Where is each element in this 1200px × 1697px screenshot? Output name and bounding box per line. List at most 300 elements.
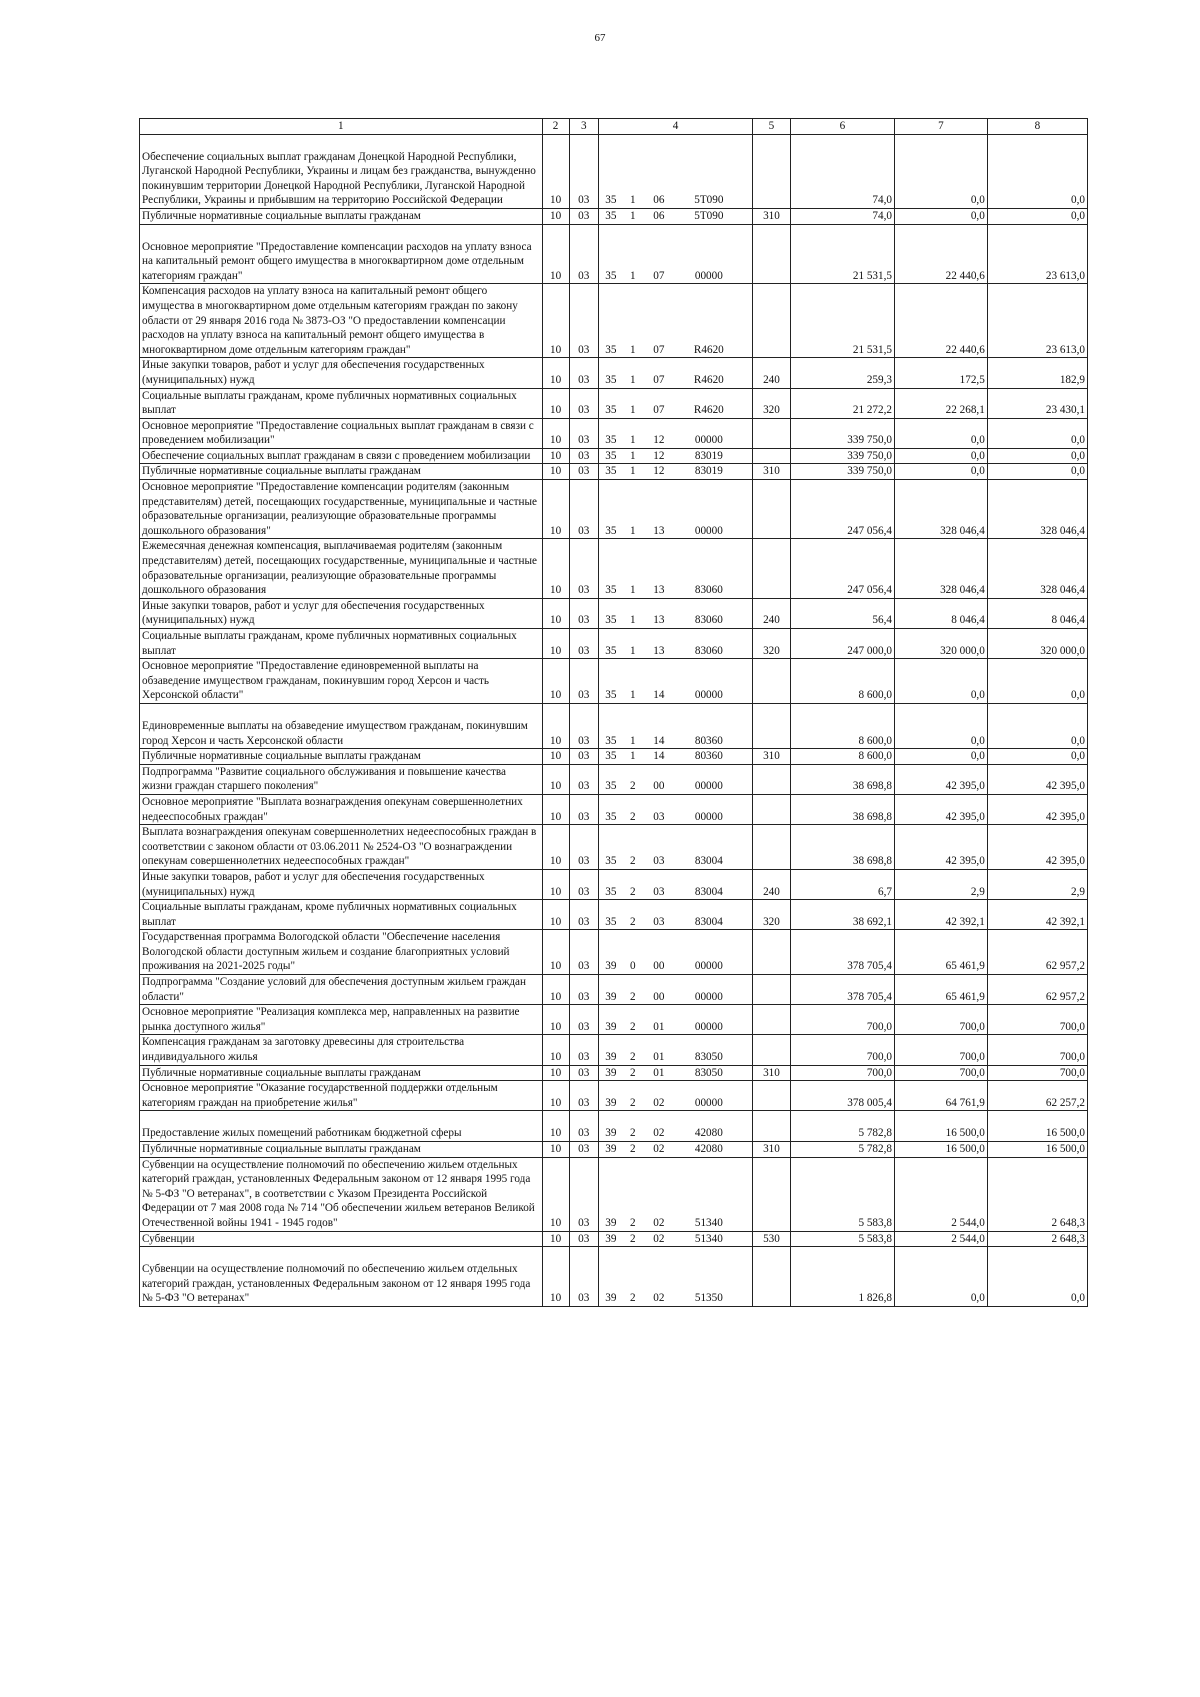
expense-type xyxy=(753,975,791,1005)
code-subsection: 03 xyxy=(569,464,598,480)
code-target-article xyxy=(598,208,752,224)
amount-col7: 16 500,0 xyxy=(895,1111,988,1142)
subprogram-code: 1 xyxy=(630,750,636,763)
amount-col8: 0,0 xyxy=(987,448,1087,464)
amount-col7: 16 500,0 xyxy=(895,1142,988,1158)
table-row xyxy=(140,825,1088,870)
code-target-article xyxy=(598,1247,752,1307)
amount-col8: 0,0 xyxy=(987,464,1087,480)
expense-type xyxy=(753,1247,791,1307)
table-row xyxy=(140,1065,1088,1081)
direction-code: 00000 xyxy=(694,990,723,1003)
code-target-article xyxy=(598,539,752,598)
amount-col8: 42 395,0 xyxy=(987,764,1087,794)
table-row xyxy=(140,869,1088,899)
code-subsection: 03 xyxy=(569,659,598,704)
activity-code: 00 xyxy=(653,960,665,973)
amount-col7: 42 395,0 xyxy=(895,794,988,824)
program-code: 35 xyxy=(605,915,617,928)
row-name: Субвенции xyxy=(140,1231,543,1247)
table-row xyxy=(140,464,1088,480)
amount-col7: 0,0 xyxy=(895,418,988,448)
program-code: 35 xyxy=(605,780,617,793)
code-section: 10 xyxy=(542,1231,569,1247)
expense-type xyxy=(753,1081,791,1111)
row-name: Публичные нормативные социальные выплаты гражданам xyxy=(140,1142,543,1158)
table-row xyxy=(140,208,1088,224)
col-header: 2 xyxy=(542,119,569,135)
expense-type: 310 xyxy=(753,208,791,224)
amount-col7: 328 046,4 xyxy=(895,539,988,598)
amount-col7: 2,9 xyxy=(895,869,988,899)
program-code: 35 xyxy=(605,689,617,702)
activity-code: 07 xyxy=(653,269,665,282)
activity-code: 02 xyxy=(653,1096,665,1109)
row-name: Обеспечение социальных выплат гражданам в связи с проведением мобилизации xyxy=(140,448,543,464)
activity-code: 03 xyxy=(653,810,665,823)
code-subsection: 03 xyxy=(569,1111,598,1142)
direction-code: 83004 xyxy=(694,885,723,898)
direction-code: 00000 xyxy=(694,524,723,537)
expense-type xyxy=(753,703,791,748)
amount-col6: 38 692,1 xyxy=(790,900,894,930)
program-code: 39 xyxy=(605,1232,617,1245)
code-target-article xyxy=(598,1231,752,1247)
subprogram-code: 2 xyxy=(630,990,636,1003)
activity-code: 03 xyxy=(653,915,665,928)
row-name: Ежемесячная денежная компенсация, выплачиваемая родителям (законным представителям) детей, посещающих государственные, муниципальные и частные образовательные организации, реализующие образовательные программы дошкольного образования xyxy=(140,539,543,598)
code-section: 10 xyxy=(542,418,569,448)
subprogram-code: 1 xyxy=(630,734,636,747)
code-subsection: 03 xyxy=(569,539,598,598)
direction-code: 00000 xyxy=(694,810,723,823)
amount-col6: 5 583,8 xyxy=(790,1231,894,1247)
code-section: 10 xyxy=(542,930,569,975)
subprogram-code: 1 xyxy=(630,343,636,356)
code-subsection: 03 xyxy=(569,749,598,765)
table-row xyxy=(140,764,1088,794)
subprogram-code: 1 xyxy=(630,209,636,222)
amount-col6: 378 705,4 xyxy=(790,975,894,1005)
direction-code: 00000 xyxy=(694,269,723,282)
code-subsection: 03 xyxy=(569,358,598,388)
code-section: 10 xyxy=(542,134,569,208)
amount-col6: 378 005,4 xyxy=(790,1081,894,1111)
code-target-article xyxy=(598,1005,752,1035)
col-header: 6 xyxy=(790,119,894,135)
code-section: 10 xyxy=(542,598,569,628)
activity-code: 00 xyxy=(653,990,665,1003)
program-code: 35 xyxy=(605,810,617,823)
direction-code: 83050 xyxy=(694,1066,723,1079)
program-code: 39 xyxy=(605,1216,617,1229)
program-code: 35 xyxy=(605,269,617,282)
code-section: 10 xyxy=(542,794,569,824)
code-target-article xyxy=(598,1035,752,1065)
row-name: Подпрограмма "Развитие социального обслуживания и повышение качества жизни граждан старшего поколения" xyxy=(140,764,543,794)
budget-table xyxy=(139,118,1088,1307)
direction-code: 00000 xyxy=(694,689,723,702)
amount-col8: 2 648,3 xyxy=(987,1231,1087,1247)
table-row xyxy=(140,284,1088,358)
amount-col7: 0,0 xyxy=(895,208,988,224)
table-row xyxy=(140,598,1088,628)
row-name: Социальные выплаты гражданам, кроме публичных нормативных социальных выплат xyxy=(140,629,543,659)
code-subsection: 03 xyxy=(569,1231,598,1247)
amount-col8: 0,0 xyxy=(987,749,1087,765)
expense-type: 310 xyxy=(753,1065,791,1081)
subprogram-code: 1 xyxy=(630,584,636,597)
amount-col7: 700,0 xyxy=(895,1065,988,1081)
table-row xyxy=(140,134,1088,208)
program-code: 35 xyxy=(605,194,617,207)
code-target-article xyxy=(598,749,752,765)
expense-type: 320 xyxy=(753,900,791,930)
amount-col6: 339 750,0 xyxy=(790,464,894,480)
program-code: 35 xyxy=(605,885,617,898)
amount-col8: 328 046,4 xyxy=(987,480,1087,539)
row-name: Социальные выплаты гражданам, кроме публичных нормативных социальных выплат xyxy=(140,388,543,418)
amount-col7: 0,0 xyxy=(895,464,988,480)
amount-col6: 5 782,8 xyxy=(790,1142,894,1158)
col-header: 1 xyxy=(140,119,543,135)
row-name: Иные закупки товаров, работ и услуг для обеспечения государственных (муниципальных) нужд xyxy=(140,358,543,388)
amount-col7: 42 395,0 xyxy=(895,764,988,794)
subprogram-code: 2 xyxy=(630,810,636,823)
amount-col6: 700,0 xyxy=(790,1005,894,1035)
amount-col8: 16 500,0 xyxy=(987,1111,1087,1142)
table-row xyxy=(140,900,1088,930)
amount-col6: 21 272,2 xyxy=(790,388,894,418)
code-target-article xyxy=(598,358,752,388)
amount-col6: 38 698,8 xyxy=(790,764,894,794)
row-name: Основное мероприятие "Предоставление единовременной выплаты на обзаведение имуществом гражданам, покинувшим город Херсон и часть Херсонской области" xyxy=(140,659,543,704)
expense-type xyxy=(753,448,791,464)
program-code: 39 xyxy=(605,1066,617,1079)
expense-type xyxy=(753,1157,791,1231)
col-header: 4 xyxy=(598,119,752,135)
code-target-article xyxy=(598,825,752,870)
expense-type xyxy=(753,134,791,208)
amount-col8: 42 395,0 xyxy=(987,825,1087,870)
subprogram-code: 1 xyxy=(630,524,636,537)
amount-col8: 16 500,0 xyxy=(987,1142,1087,1158)
amount-col6: 74,0 xyxy=(790,208,894,224)
activity-code: 01 xyxy=(653,1020,665,1033)
code-subsection: 03 xyxy=(569,598,598,628)
col-header: 8 xyxy=(987,119,1087,135)
activity-code: 12 xyxy=(653,465,665,478)
activity-code: 03 xyxy=(653,855,665,868)
expense-type xyxy=(753,1111,791,1142)
row-name: Компенсация расходов на уплату взноса на капитальный ремонт общего имущества в многоквартирном доме отдельным категориям граждан по закону области от 29 января 2016 года № 3873-ОЗ "О предоставлении компенсации расходов на уплату взноса на капитальный ремонт общего имущества в многоквартирном доме отдельным категориям граждан" xyxy=(140,284,543,358)
row-name: Публичные нормативные социальные выплаты гражданам xyxy=(140,749,543,765)
program-code: 39 xyxy=(605,1143,617,1155)
code-section: 10 xyxy=(542,869,569,899)
code-section: 10 xyxy=(542,629,569,659)
amount-col8: 0,0 xyxy=(987,134,1087,208)
table-row xyxy=(140,703,1088,748)
program-code: 35 xyxy=(605,373,617,386)
code-section: 10 xyxy=(542,1065,569,1081)
code-target-article xyxy=(598,598,752,628)
amount-col7: 65 461,9 xyxy=(895,930,988,975)
code-target-article xyxy=(598,1081,752,1111)
subprogram-code: 2 xyxy=(630,1066,636,1079)
expense-type: 240 xyxy=(753,598,791,628)
amount-col7: 42 392,1 xyxy=(895,900,988,930)
amount-col6: 21 531,5 xyxy=(790,284,894,358)
subprogram-code: 2 xyxy=(630,1232,636,1245)
activity-code: 07 xyxy=(653,343,665,356)
subprogram-code: 1 xyxy=(630,449,636,462)
code-subsection: 03 xyxy=(569,480,598,539)
table-body xyxy=(140,134,1088,1306)
amount-col6: 700,0 xyxy=(790,1035,894,1065)
amount-col8: 62 957,2 xyxy=(987,930,1087,975)
subprogram-code: 2 xyxy=(630,855,636,868)
direction-code: 51350 xyxy=(694,1292,723,1305)
amount-col8: 2,9 xyxy=(987,869,1087,899)
row-name: Основное мероприятие "Предоставление компенсации расходов на уплату взноса на капитальный ремонт общего имущества в многоквартирном доме отдельным категориям граждан" xyxy=(140,224,543,284)
amount-col8: 320 000,0 xyxy=(987,629,1087,659)
amount-col7: 2 544,0 xyxy=(895,1231,988,1247)
amount-col6: 5 782,8 xyxy=(790,1111,894,1142)
code-target-article xyxy=(598,1157,752,1231)
expense-type xyxy=(753,794,791,824)
activity-code: 14 xyxy=(653,689,665,702)
table-row xyxy=(140,1247,1088,1307)
expense-type xyxy=(753,825,791,870)
row-name: Социальные выплаты гражданам, кроме публичных нормативных социальных выплат xyxy=(140,900,543,930)
code-target-article xyxy=(598,224,752,284)
code-target-article xyxy=(598,975,752,1005)
direction-code: 83019 xyxy=(694,449,723,462)
amount-col8: 23 430,1 xyxy=(987,388,1087,418)
code-target-article xyxy=(598,1111,752,1142)
direction-code: 83060 xyxy=(694,614,723,627)
amount-col8: 182,9 xyxy=(987,358,1087,388)
code-target-article xyxy=(598,764,752,794)
activity-code: 03 xyxy=(653,885,665,898)
code-section: 10 xyxy=(542,825,569,870)
subprogram-code: 2 xyxy=(630,1216,636,1229)
amount-col7: 22 440,6 xyxy=(895,224,988,284)
amount-col7: 328 046,4 xyxy=(895,480,988,539)
table-row xyxy=(140,930,1088,975)
code-subsection: 03 xyxy=(569,418,598,448)
code-target-article xyxy=(598,284,752,358)
code-section: 10 xyxy=(542,224,569,284)
activity-code: 02 xyxy=(653,1127,665,1140)
activity-code: 02 xyxy=(653,1143,665,1155)
program-code: 35 xyxy=(605,584,617,597)
program-code: 39 xyxy=(605,990,617,1003)
table-row xyxy=(140,1081,1088,1111)
direction-code: 00000 xyxy=(694,434,723,447)
program-code: 35 xyxy=(605,524,617,537)
activity-code: 07 xyxy=(653,404,665,417)
program-code: 35 xyxy=(605,614,617,627)
header-row xyxy=(140,119,1088,135)
direction-code: 83019 xyxy=(694,465,723,478)
col-header: 3 xyxy=(569,119,598,135)
amount-col7: 0,0 xyxy=(895,134,988,208)
subprogram-code: 2 xyxy=(630,1096,636,1109)
amount-col7: 42 395,0 xyxy=(895,825,988,870)
amount-col7: 8 046,4 xyxy=(895,598,988,628)
code-target-article xyxy=(598,869,752,899)
table-row xyxy=(140,358,1088,388)
subprogram-code: 0 xyxy=(630,960,636,973)
amount-col8: 2 648,3 xyxy=(987,1157,1087,1231)
row-name: Иные закупки товаров, работ и услуг для обеспечения государственных (муниципальных) нужд xyxy=(140,598,543,628)
code-section: 10 xyxy=(542,1035,569,1065)
expense-type: 310 xyxy=(753,749,791,765)
row-name: Публичные нормативные социальные выплаты гражданам xyxy=(140,464,543,480)
row-name: Обеспечение социальных выплат гражданам Донецкой Народной Республики, Луганской Народной Республики, Украины и лицам без гражданства, вынужденно покинувшим территории Донецкой Народной Республики, Луганской Народной Республики, Украины и прибывшим на территорию Российской Федерации xyxy=(140,134,543,208)
row-name: Публичные нормативные социальные выплаты гражданам xyxy=(140,1065,543,1081)
subprogram-code: 1 xyxy=(630,373,636,386)
expense-type: 240 xyxy=(753,869,791,899)
code-subsection: 03 xyxy=(569,1081,598,1111)
code-section: 10 xyxy=(542,749,569,765)
amount-col7: 0,0 xyxy=(895,659,988,704)
table-row xyxy=(140,629,1088,659)
direction-code: R4620 xyxy=(693,404,724,417)
amount-col6: 8 600,0 xyxy=(790,749,894,765)
direction-code: 83004 xyxy=(694,855,723,868)
code-subsection: 03 xyxy=(569,284,598,358)
activity-code: 14 xyxy=(653,734,665,747)
amount-col8: 0,0 xyxy=(987,418,1087,448)
expense-type xyxy=(753,539,791,598)
row-name: Публичные нормативные социальные выплаты гражданам xyxy=(140,208,543,224)
program-code: 35 xyxy=(605,449,617,462)
row-name: Основное мероприятие "Выплата вознаграждения опекунам совершеннолетних недееспособных граждан" xyxy=(140,794,543,824)
program-code: 35 xyxy=(605,404,617,417)
code-target-article xyxy=(598,930,752,975)
amount-col8: 23 613,0 xyxy=(987,224,1087,284)
activity-code: 02 xyxy=(653,1216,665,1229)
program-code: 39 xyxy=(605,1020,617,1033)
code-target-article xyxy=(598,418,752,448)
subprogram-code: 1 xyxy=(630,434,636,447)
code-target-article xyxy=(598,480,752,539)
subprogram-code: 2 xyxy=(630,1292,636,1305)
code-target-article xyxy=(598,900,752,930)
activity-code: 14 xyxy=(653,750,665,763)
direction-code: 42080 xyxy=(694,1143,723,1155)
amount-col6: 247 056,4 xyxy=(790,480,894,539)
table-row xyxy=(140,975,1088,1005)
row-name: Субвенции на осуществление полномочий по обеспечению жильем отдельных категорий граждан, установленных Федеральным законом от 12 января 1995 года № 5-ФЗ "О ветеранах" xyxy=(140,1247,543,1307)
code-subsection: 03 xyxy=(569,825,598,870)
expense-type xyxy=(753,1035,791,1065)
subprogram-code: 2 xyxy=(630,1143,636,1155)
activity-code: 02 xyxy=(653,1292,665,1305)
code-subsection: 03 xyxy=(569,1247,598,1307)
subprogram-code: 2 xyxy=(630,780,636,793)
subprogram-code: 2 xyxy=(630,1127,636,1140)
code-section: 10 xyxy=(542,358,569,388)
code-subsection: 03 xyxy=(569,448,598,464)
activity-code: 06 xyxy=(653,209,665,222)
row-name: Иные закупки товаров, работ и услуг для обеспечения государственных (муниципальных) нужд xyxy=(140,869,543,899)
amount-col6: 38 698,8 xyxy=(790,794,894,824)
code-target-article xyxy=(598,1065,752,1081)
activity-code: 06 xyxy=(653,194,665,207)
expense-type: 310 xyxy=(753,464,791,480)
code-subsection: 03 xyxy=(569,1065,598,1081)
table-row xyxy=(140,1035,1088,1065)
code-subsection: 03 xyxy=(569,134,598,208)
subprogram-code: 2 xyxy=(630,1020,636,1033)
activity-code: 00 xyxy=(653,780,665,793)
row-name: Подпрограмма "Создание условий для обеспечения доступным жильем граждан области" xyxy=(140,975,543,1005)
subprogram-code: 1 xyxy=(630,404,636,417)
code-section: 10 xyxy=(542,764,569,794)
code-subsection: 03 xyxy=(569,388,598,418)
subprogram-code: 1 xyxy=(630,269,636,282)
code-section: 10 xyxy=(542,284,569,358)
direction-code: 83060 xyxy=(694,584,723,597)
code-target-article xyxy=(598,703,752,748)
amount-col7: 172,5 xyxy=(895,358,988,388)
code-target-article xyxy=(598,134,752,208)
amount-col8: 700,0 xyxy=(987,1065,1087,1081)
expense-type xyxy=(753,284,791,358)
direction-code: 80360 xyxy=(694,750,723,763)
amount-col7: 0,0 xyxy=(895,749,988,765)
program-code: 35 xyxy=(605,750,617,763)
code-subsection: 03 xyxy=(569,1005,598,1035)
table-row xyxy=(140,659,1088,704)
row-name: Основное мероприятие "Предоставление социальных выплат гражданам в связи с проведением мобилизации" xyxy=(140,418,543,448)
row-name: Компенсация гражданам за заготовку древесины для строительства индивидуального жилья xyxy=(140,1035,543,1065)
amount-col8: 700,0 xyxy=(987,1005,1087,1035)
activity-code: 01 xyxy=(653,1066,665,1079)
direction-code: 5Т090 xyxy=(694,209,724,222)
expense-type: 320 xyxy=(753,629,791,659)
subprogram-code: 2 xyxy=(630,915,636,928)
program-code: 35 xyxy=(605,644,617,657)
code-section: 10 xyxy=(542,900,569,930)
code-section: 10 xyxy=(542,1081,569,1111)
row-name: Единовременные выплаты на обзаведение имуществом гражданам, покинувшим город Херсон и часть Херсонской области xyxy=(140,703,543,748)
code-target-article xyxy=(598,794,752,824)
code-subsection: 03 xyxy=(569,224,598,284)
amount-col6: 339 750,0 xyxy=(790,418,894,448)
code-subsection: 03 xyxy=(569,794,598,824)
program-code: 35 xyxy=(605,855,617,868)
code-subsection: 03 xyxy=(569,1157,598,1231)
amount-col7: 700,0 xyxy=(895,1035,988,1065)
program-code: 39 xyxy=(605,960,617,973)
expense-type xyxy=(753,418,791,448)
col-header: 5 xyxy=(753,119,791,135)
direction-code: 5Т090 xyxy=(694,194,724,207)
row-name: Выплата вознаграждения опекунам совершеннолетних недееспособных граждан в соответствии с законом области от 03.06.2011 № 2524-ОЗ "О вознаграждении опекунам совершеннолетних недееспособных граждан" xyxy=(140,825,543,870)
row-name: Основное мероприятие "Реализация комплекса мер, направленных на развитие рынка доступного жилья" xyxy=(140,1005,543,1035)
code-subsection: 03 xyxy=(569,764,598,794)
amount-col8: 0,0 xyxy=(987,1247,1087,1307)
table-row xyxy=(140,539,1088,598)
row-name: Основное мероприятие "Оказание государственной поддержки отдельным категориям граждан на приобретение жилья" xyxy=(140,1081,543,1111)
table-row xyxy=(140,749,1088,765)
expense-type xyxy=(753,659,791,704)
amount-col8: 0,0 xyxy=(987,703,1087,748)
